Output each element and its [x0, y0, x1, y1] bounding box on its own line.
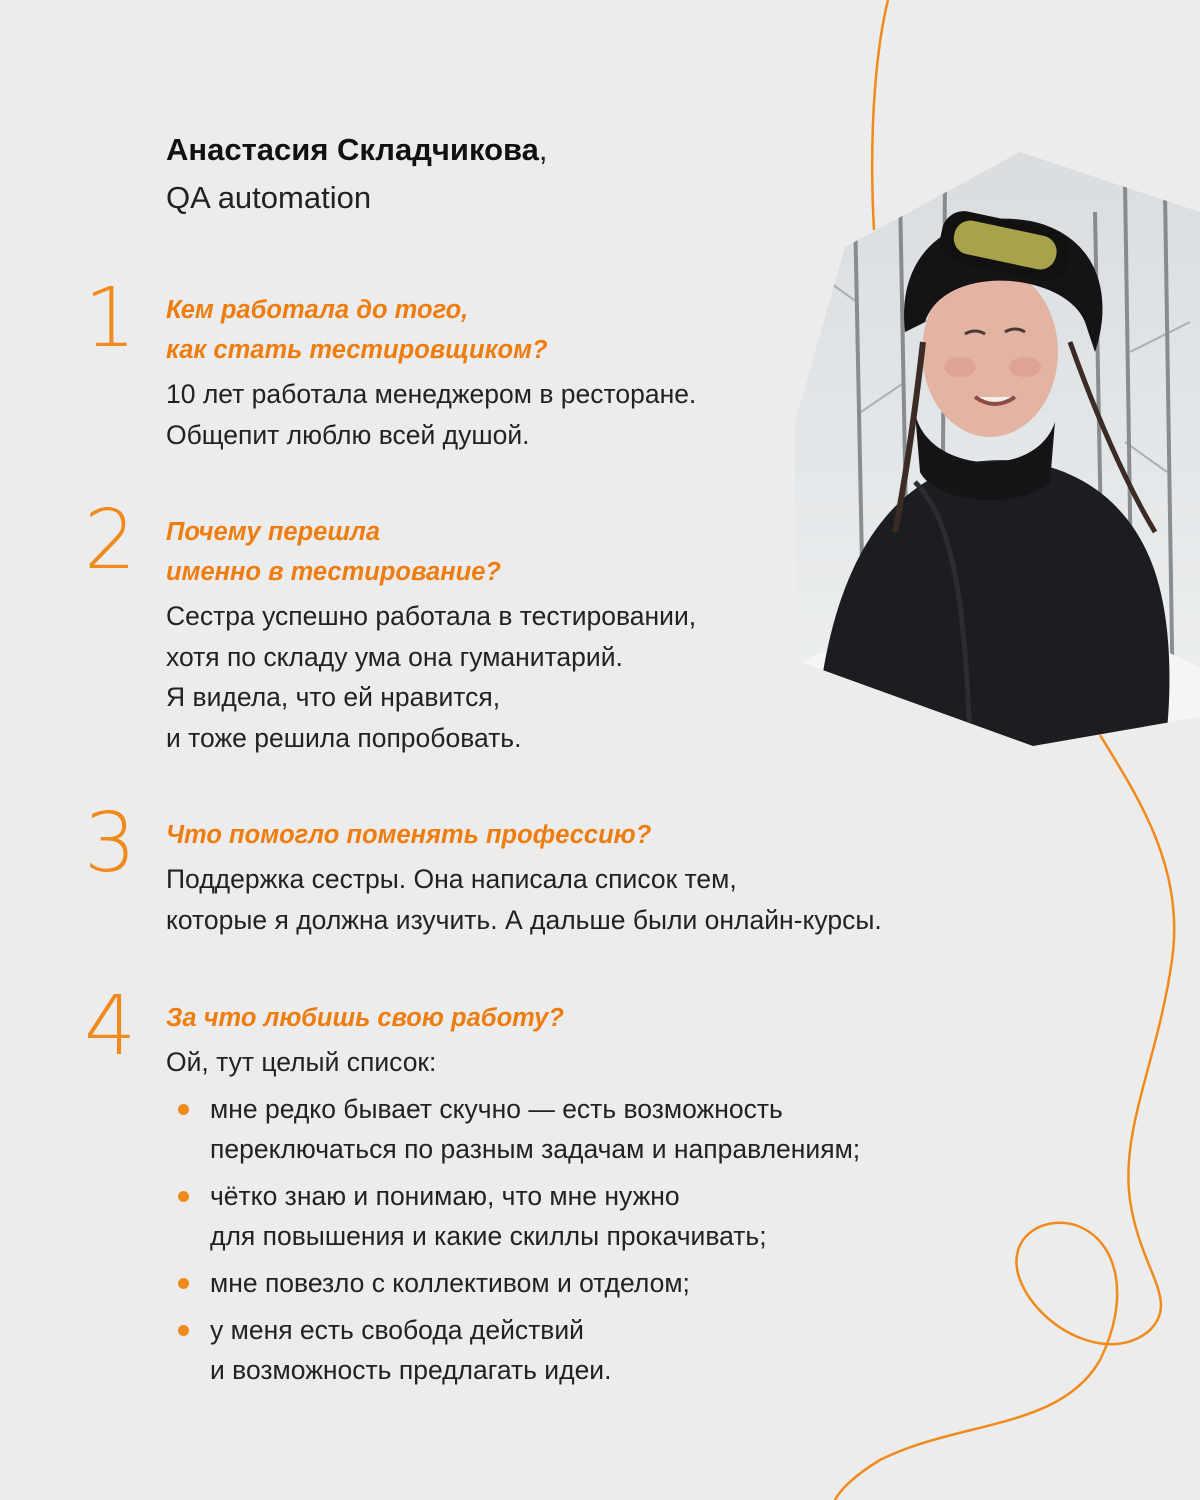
- bullet-dot-icon: [178, 1325, 189, 1336]
- answer-text: Сестра успешно работала в тестировании, хотя по складу ума она гуманитарий. Я видела, что ей нравится, и тоже решила попробовать.: [166, 601, 697, 753]
- list-item: [166, 1089, 1026, 1169]
- author-name: Анастасия Складчикова: [166, 132, 539, 167]
- answer-text: Поддержка сестры. Она написала список тем, которые я должна изучить. А дальше были онлайн-курсы.: [166, 864, 882, 935]
- qa-item-4: [84, 979, 1026, 1397]
- list-item: [166, 1310, 1026, 1390]
- item-number: 2: [84, 493, 137, 588]
- author-role: QA automation: [166, 180, 372, 215]
- question-text: За что любишь свою работу?: [166, 1004, 564, 1032]
- qa-item-2: [84, 493, 1026, 758]
- qa-item-1: [84, 271, 1026, 455]
- question-text: Кем работала до того, как стать тестировщиком?: [166, 296, 548, 364]
- list-item: [166, 1263, 1026, 1303]
- list-item: [166, 1176, 1026, 1256]
- question-text: Почему перешла именно в тестирование?: [166, 518, 501, 586]
- item-number: 4: [84, 979, 137, 1074]
- answer-text: 10 лет работала менеджером в ресторане. Общепит люблю всей душой.: [166, 379, 697, 450]
- list-item-text: мне повезло с коллективом и отделом;: [210, 1267, 690, 1298]
- name-comma: ,: [538, 132, 548, 167]
- answer-text: Ой, тут целый список:: [166, 1047, 437, 1077]
- list-item-text: у меня есть свобода действий и возможность предлагать идеи.: [210, 1314, 612, 1385]
- list-item-text: мне редко бывает скучно — есть возможность переключаться по разным задачам и направлениям;: [210, 1093, 861, 1164]
- bullet-dot-icon: [178, 1278, 189, 1289]
- bullet-dot-icon: [178, 1104, 189, 1115]
- reasons-list: [166, 1089, 1026, 1390]
- bullet-dot-icon: [178, 1191, 189, 1202]
- item-number: 3: [84, 796, 137, 891]
- list-item-text: чётко знаю и понимаю, что мне нужно для повышения и какие скиллы прокачивать;: [210, 1180, 767, 1251]
- qa-item-3: [84, 796, 1026, 940]
- item-number: 1: [84, 271, 137, 366]
- question-text: Что помогло поменять профессию?: [166, 821, 652, 849]
- author-header: [166, 126, 548, 222]
